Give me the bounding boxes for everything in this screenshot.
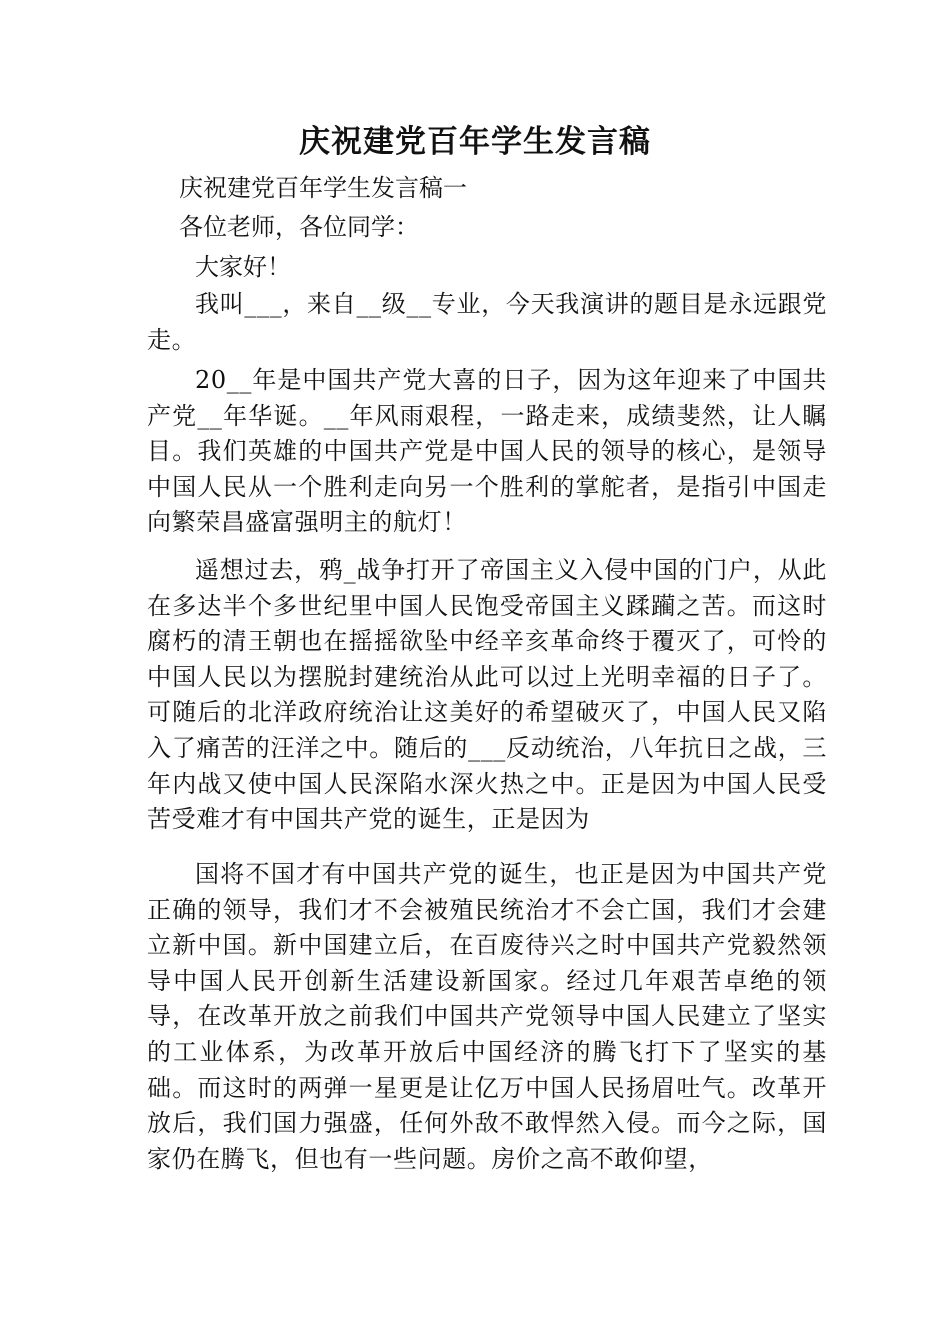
greeting: 大家好！ bbox=[195, 253, 291, 281]
document-subtitle: 庆祝建党百年学生发言稿一 bbox=[179, 174, 467, 202]
paragraph-history: 遥想过去，鸦_战争打开了帝国主义入侵中国的门户，从此在多达半个多世纪里中国人民饱受帝国主义蹂躏之苦。而这时腐朽的清王朝也在摇摇欲坠中经辛亥革命终于覆灭了，可怜的中国人民以为摆脱封建统治从此可以过上光明幸福的日子了。可随后的北洋政府统治让这美好的希望破灭了，中国人民又陷入了痛苦的汪洋之中。随后的___反动统治，八年抗日之战，三年内战又使中国人民深陷水深火热之中。正是因为中国人民受苦受难才有中国共产党的诞生，正是因为 bbox=[147, 556, 827, 834]
document-title: 庆祝建党百年学生发言稿 bbox=[299, 124, 651, 160]
salutation: 各位老师，各位同学： bbox=[179, 213, 419, 241]
paragraph-new-china: 国将不国才有中国共产党的诞生，也正是因为中国共产党正确的领导，我们才不会被殖民统治才不会亡国，我们才会建立新中国。新中国建立后，在百废待兴之时中国共产党毅然领导中国人民开创新生活建设新国家。经过几年艰苦卓绝的领导，在改革开放之前我们中国共产党领导中国人民建立了坚实的工业体系，为改革开放后中国经济的腾飞打下了坚实的基础。而这时的两弹一星更是让亿万中国人民扬眉吐气。改革开放后，我们国力强盛，任何外敌不敢悍然入侵。而今之际，国家仍在腾飞，但也有一些问题。房价之高不敢仰望， bbox=[147, 860, 827, 1173]
paragraph-introduction: 我叫___，来自__级__专业，今天我演讲的题目是永远跟党走。 bbox=[147, 290, 827, 354]
paragraph-anniversary: 20__年是中国共产党大喜的日子，因为这年迎来了中国共产党__年华诞。__年风雨艰程，一路走来，成绩斐然，让人瞩目。我们英雄的中国共产党是中国人民的领导的核心，是领导中国人民从一个胜利走向另一个胜利的掌舵者，是指引中国走向繁荣昌盛富强明主的航灯！ bbox=[147, 366, 827, 537]
